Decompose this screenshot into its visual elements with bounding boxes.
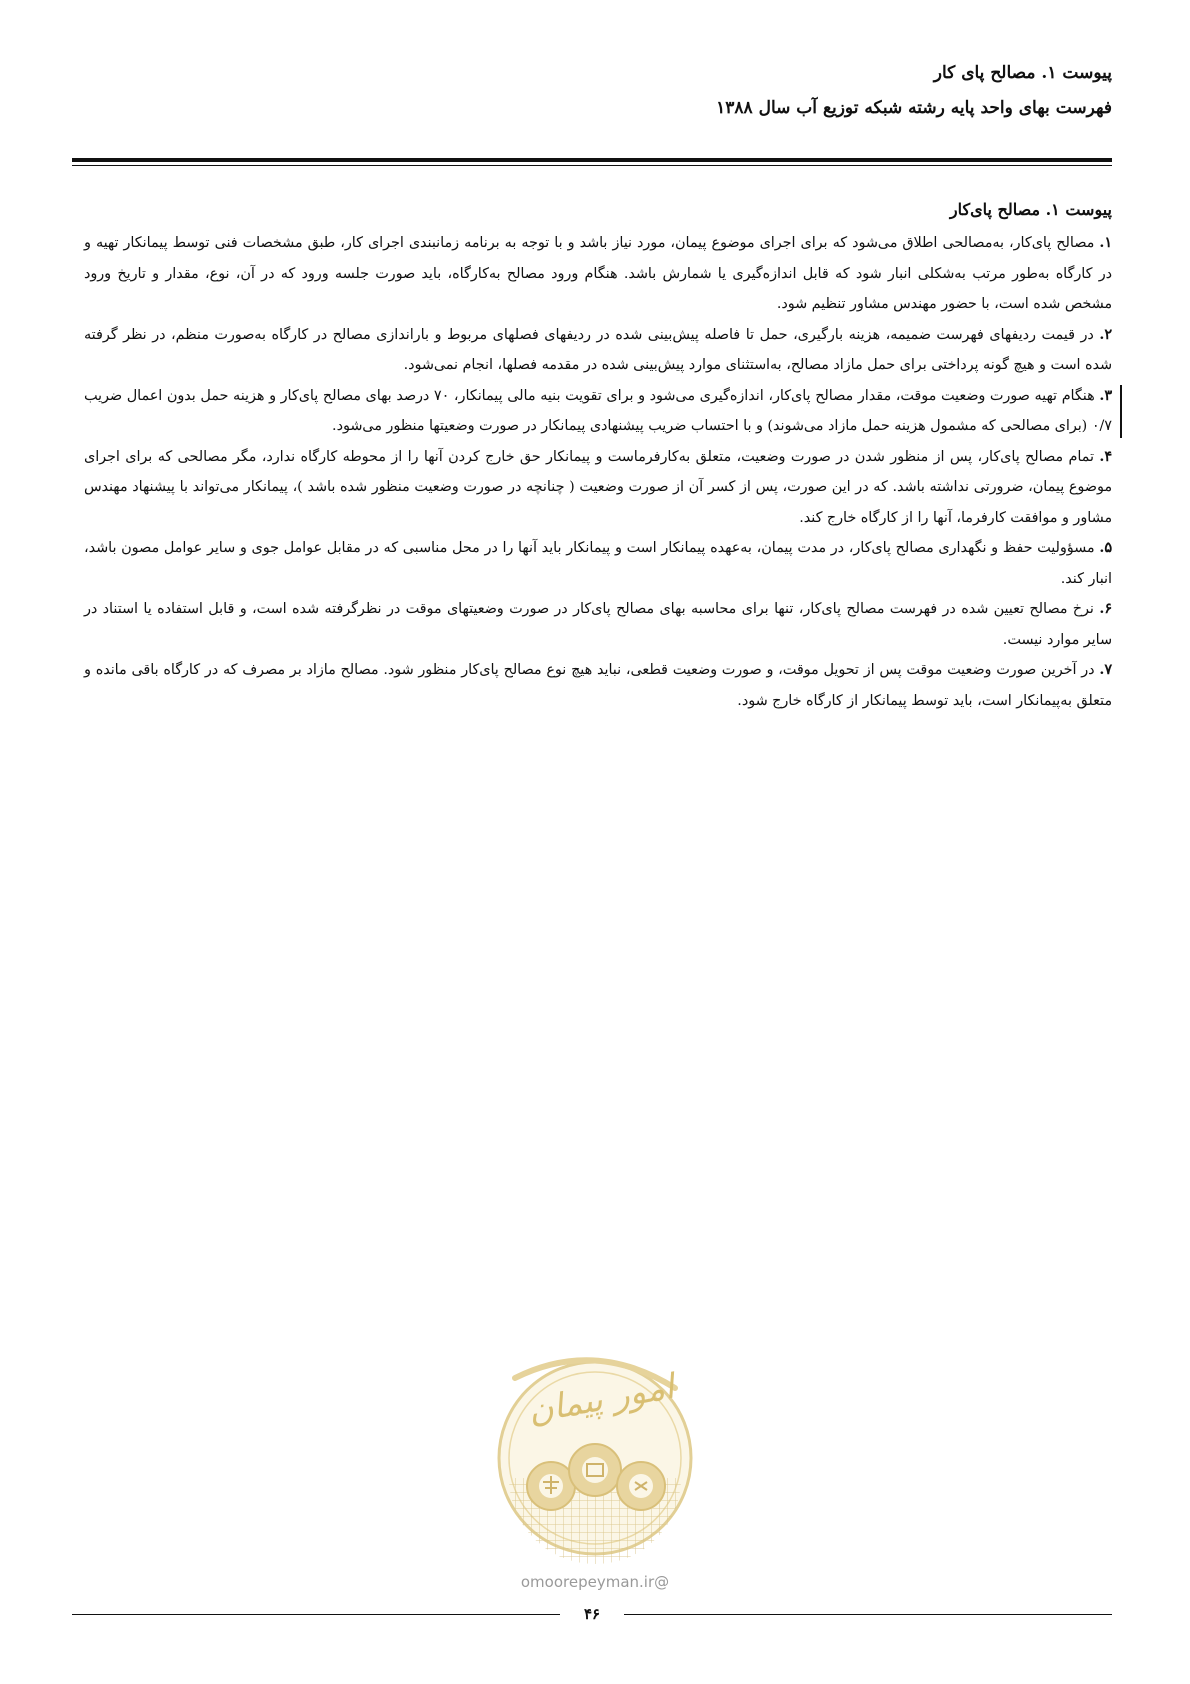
paragraph-1 [84, 228, 1112, 320]
paragraph-number: ۴. [1099, 448, 1112, 465]
header-appendix-title: پیوست ۱. مصالح پای کار [933, 63, 1112, 83]
paragraph-text: مصالح پای‌کار، به‌مصالحی اطلاق می‌شود که برای اجرای موضوع پیمان، مورد نیاز باشد و با توجه به برنامه زمانبندی اجرای کار، طبق مشخصات فنی توسط پیمانکار تهیه و در کارگاه به‌طور مرتب به‌شکلی انبار شود که قابل اندازه‌گیری یا شمارش باشد. هنگام ورود مصالح به‌کارگاه، باید صورت جلسه ورود که در آن، نوع، مقدار و تاریخ ورود مشخص شده است، با حضور مهندس مشاور تنظیم شود. [84, 235, 1112, 312]
paragraph-6 [84, 594, 1112, 655]
paragraph-number: ۷. [1099, 662, 1112, 678]
paragraph-text: مسؤولیت حفظ و نگهداری مصالح پای‌کار، در مدت پیمان، به‌عهده پیمانکار است و پیمانکار باید آنها را در محل مناسبی که در مقابل عوامل جوی و سایر عوامل مصون باشد، انبار کند. [84, 540, 1112, 587]
page-header [72, 58, 1112, 124]
paragraph-4 [84, 442, 1112, 534]
paragraph-2 [84, 320, 1112, 381]
header-rule-thick [72, 158, 1112, 162]
header-rule-thin [72, 165, 1112, 166]
paragraph-text: نرخ مصالح تعیین شده در فهرست مصالح پای‌کار، تنها برای محاسبه بهای مصالح پای‌کار در صورت وضعیتهای موقت در نظرگرفته شده است، و قابل استفاده یا استناد در سایر موارد نیست. [84, 601, 1112, 648]
paragraph-5 [84, 533, 1112, 594]
paragraph-text: هنگام تهیه صورت وضعیت موقت، مقدار مصالح پای‌کار، اندازه‌گیری می‌شود و برای تقویت بنیه مالی پیمانکار، ۷۰ درصد بهای مصالح پای‌کار و هزینه حمل بدون اعمال ضریب ۰/۷ (برای مصالحی که مشمول هزینه حمل مازاد می‌شوند) و با احتساب ضریب پیشنهادی پیمانکار در صورت وضعیتها منظور می‌شود. [84, 387, 1112, 434]
watermark-logo-text: امور پیمان [525, 1366, 678, 1432]
paragraph-number: ۱. [1099, 235, 1112, 251]
main-content [84, 196, 1112, 716]
paragraph-3 [84, 381, 1112, 442]
section-title: پیوست ۱. مصالح پای‌کار [949, 200, 1112, 219]
page-number: ۴۶ [583, 1605, 601, 1623]
paragraph-number: ۲. [1099, 326, 1112, 343]
paragraph-text: در قیمت ردیفهای فهرست ضمیمه، هزینه بارگیری، حمل تا فاصله پیش‌بینی شده در ردیفهای فصلهای مربوط و باراندازی مصالح در کارگاه به‌صورت منظم، در نظر گرفته شده است و هیچ گونه پرداختی برای حمل مازاد مصالح، به‌استثنای موارد پیش‌بینی شده در مقدمه فصلها، انجام نمی‌شود. [84, 326, 1112, 373]
paragraph-7 [84, 655, 1112, 716]
watermark-logo [475, 1348, 715, 1568]
watermark-url: @omoorepeyman.ir [520, 1573, 670, 1591]
paragraph-number: ۶. [1099, 601, 1112, 617]
paragraph-text: تمام مصالح پای‌کار، پس از منظور شدن در صورت وضعیت، متعلق به‌کارفرماست و پیمانکار حق خارج کردن آنها را از محوطه کارگاه ندارد، مگر مصالحی که برای اجرای موضوع پیمان، ضرورتی نداشته باشد. که در این صورت، پس از کسر آن از صورت وضعیت ( چنانچه در صورت وضعیت منظور شده باشد )، پیمانکار می‌تواند با پیشنهاد مهندس مشاور و موافقت کارفرما، آنها را از کارگاه خارج کند. [84, 448, 1112, 526]
paragraph-text: در آخرین صورت وضعیت موقت پس از تحویل موقت، و صورت وضعیت قطعی، نباید هیچ نوع مصالح پای‌کار منظور شود. مصالح مازاد بر مصرف که در کارگاه باقی مانده و متعلق به‌پیمانکار است، باید توسط پیمانکار از کارگاه خارج شود. [84, 662, 1112, 709]
footer-rule-right [624, 1614, 1112, 1615]
header-document-title: فهرست بهای واحد پایه رشته شبکه توزیع آب سال ۱۳۸۸ [716, 98, 1112, 118]
paragraph-number: ۳. [1099, 387, 1112, 404]
page-footer [72, 1602, 1112, 1626]
paragraph-number: ۵. [1099, 540, 1112, 556]
